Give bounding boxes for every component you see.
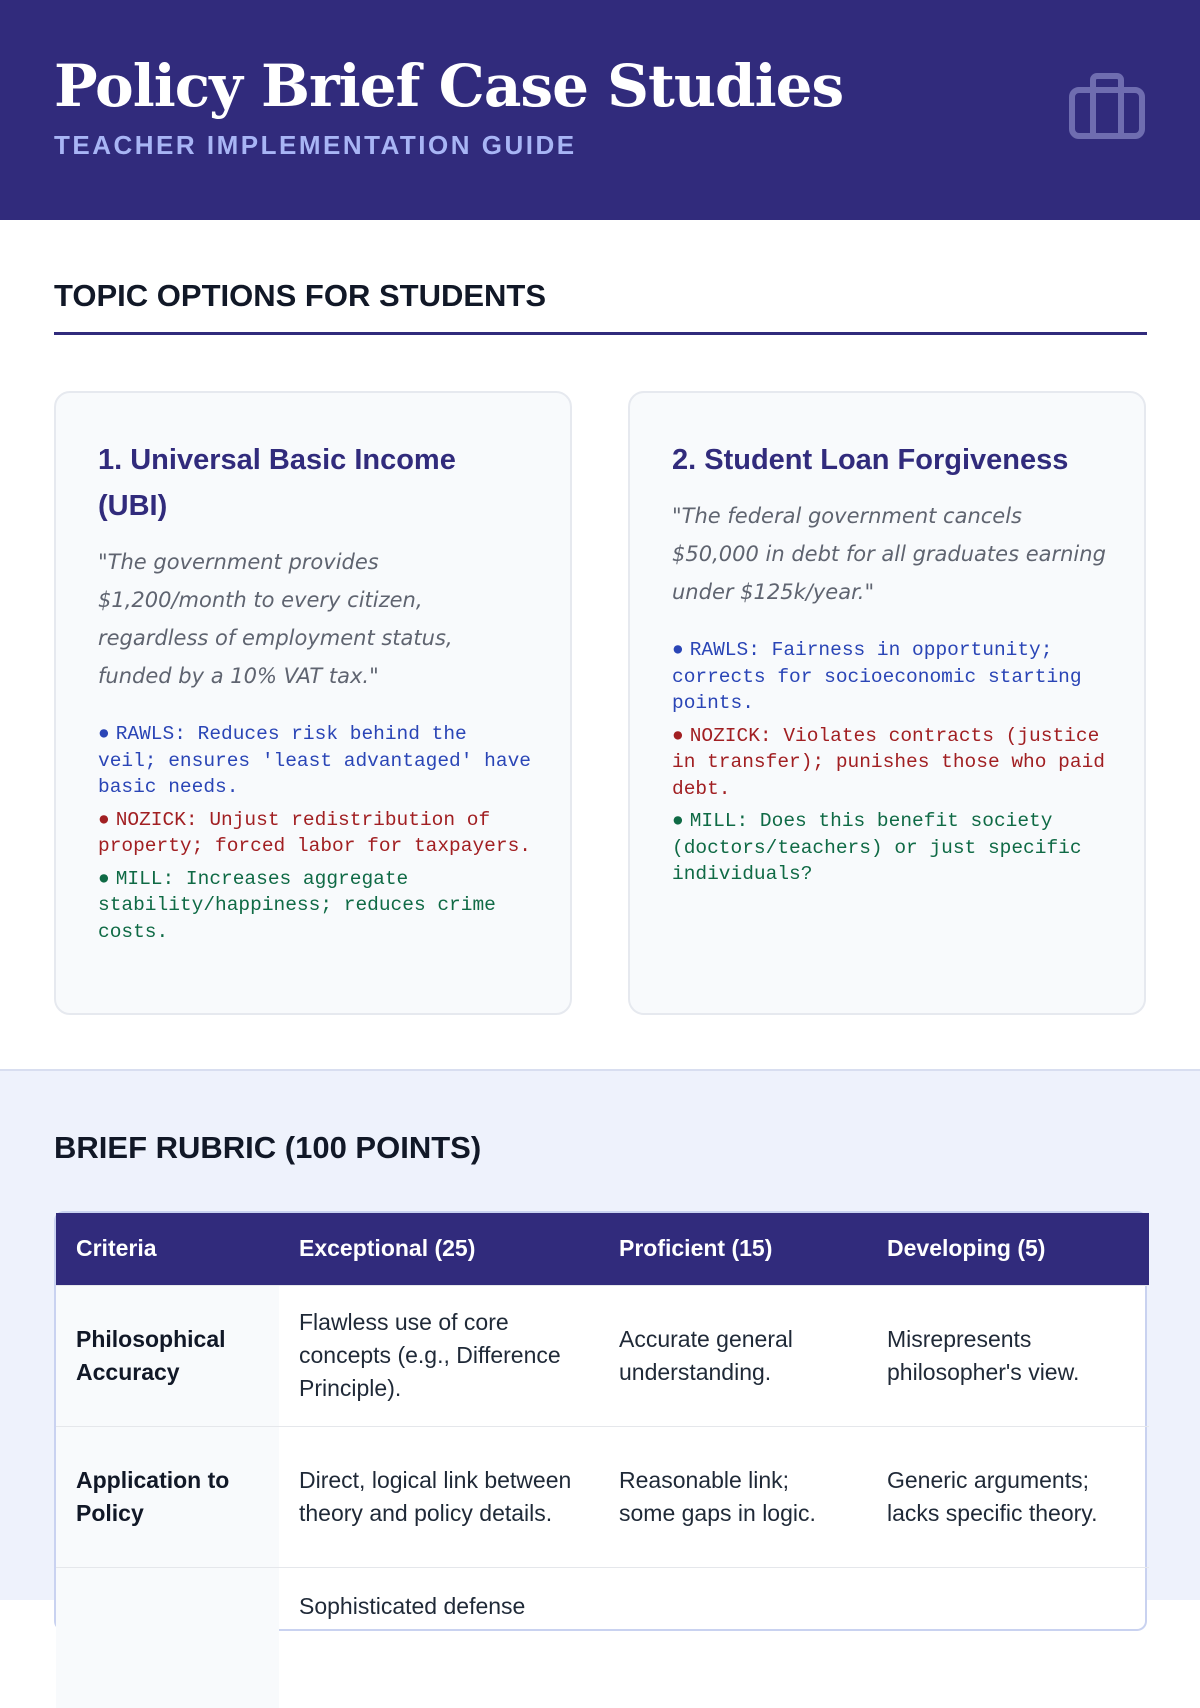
rawls-point: ● RAWLS: Reduces risk behind the veil; ensures 'least advantaged' have basic needs. — [98, 723, 531, 798]
briefcase-icon — [1068, 72, 1146, 142]
page-subtitle: TEACHER IMPLEMENTATION GUIDE — [54, 130, 577, 160]
table-cell: Application to Policy — [56, 1426, 279, 1567]
column-header: Proficient (15) — [599, 1213, 867, 1285]
bullet-icon: ● — [672, 724, 684, 747]
table-cell: Sophisticated defense — [279, 1567, 599, 1708]
topic-card-student-loans — [628, 391, 1146, 1015]
page-title: Policy Brief Case Studies — [54, 52, 844, 120]
table-cell: Direct, logical link between theory and policy details. — [279, 1426, 599, 1567]
perspective-list — [672, 637, 1106, 888]
nozick-point: ● NOZICK: Unjust redistribution of property; forced labor for taxpayers. — [98, 808, 531, 857]
table-cell: Flawless use of core concepts (e.g., Difference Principle). — [279, 1285, 599, 1426]
page-header — [0, 0, 1200, 220]
table-cell: Misrepresents philosopher's view. — [867, 1285, 1149, 1426]
table-cell — [56, 1567, 279, 1708]
table-row — [56, 1426, 1149, 1567]
table-row — [56, 1567, 1149, 1708]
table-cell: Accurate general understanding. — [599, 1285, 867, 1426]
bullet-icon: ● — [98, 808, 110, 831]
table-cell: Reasonable link; some gaps in logic. — [599, 1426, 867, 1567]
bullet-icon: ● — [98, 867, 110, 890]
topics-heading: TOPIC OPTIONS FOR STUDENTS — [54, 278, 547, 313]
table-cell — [867, 1567, 1149, 1708]
topic-card-title: 2. Student Loan Forgiveness — [672, 444, 1069, 476]
column-header: Exceptional (25) — [279, 1213, 599, 1285]
topic-card-quote: "The government provides $1,200/month to every citizen, regardless of employment status, funded by a 10% VAT tax." — [98, 550, 453, 688]
table-header-row — [56, 1213, 1149, 1285]
mill-point: ● MILL: Does this benefit society (doctors/teachers) or just specific individuals? — [672, 810, 1082, 885]
rubric-heading: BRIEF RUBRIC (100 POINTS) — [54, 1130, 482, 1165]
bullet-icon: ● — [672, 639, 684, 661]
bullet-icon: ● — [672, 810, 684, 832]
bullet-icon: ● — [98, 723, 110, 745]
topic-card-quote: "The federal government cancels $50,000 in debt for all graduates earning under $125k/year." — [672, 504, 1106, 604]
table-row — [56, 1285, 1149, 1426]
table-cell — [599, 1567, 867, 1708]
topic-card-ubi — [54, 391, 572, 1015]
nozick-point: ● NOZICK: Violates contracts (justice in transfer); punishes those who paid debt. — [672, 724, 1105, 800]
perspective-list — [98, 721, 532, 945]
column-header: Criteria — [56, 1213, 279, 1285]
table-cell: Philosophical Accuracy — [56, 1285, 279, 1426]
section-divider — [54, 332, 1147, 335]
column-header: Developing (5) — [867, 1213, 1149, 1285]
table-cell: Generic arguments; lacks specific theory. — [867, 1426, 1149, 1567]
mill-point: ● MILL: Increases aggregate stability/happiness; reduces crime costs. — [98, 867, 496, 943]
rubric-table — [54, 1211, 1147, 1631]
rawls-point: ● RAWLS: Fairness in opportunity; corrects for socioeconomic starting points. — [672, 639, 1082, 714]
topic-card-title: 1. Universal Basic Income (UBI) — [98, 444, 456, 522]
